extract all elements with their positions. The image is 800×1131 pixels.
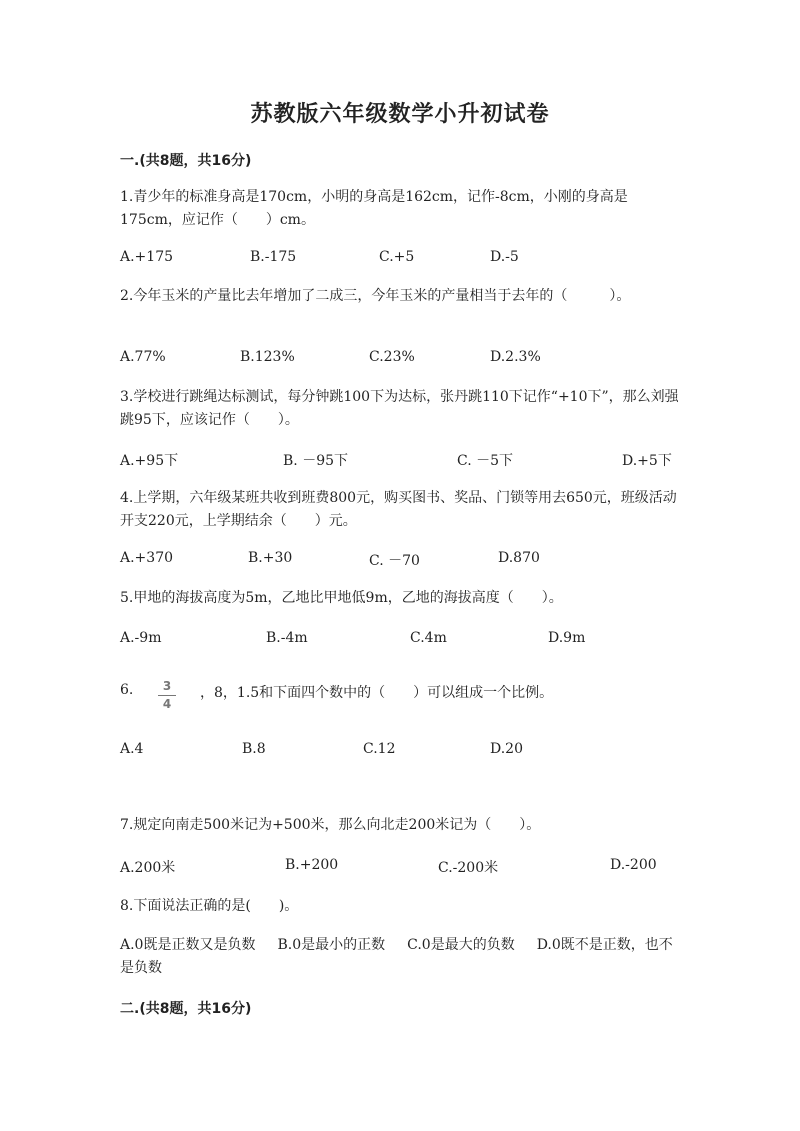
option-c: C.12 — [363, 741, 396, 757]
fraction-bar — [158, 695, 176, 696]
question-5: 5.甲地的海拔高度为5m，乙地比甲地低9m，乙地的海拔高度（ ）。 — [120, 590, 563, 606]
option-b: B.0是最小的正数 — [277, 937, 386, 953]
option-a: A.4 — [120, 741, 144, 757]
question-1: 1.青少年的标准身高是170cm，小明的身高是162cm，记作-8cm，小刚的身高是175cm，应记作（ ）cm。 — [120, 189, 628, 228]
option-d: D.0既不是正数，也不是负数 — [120, 937, 673, 976]
option-c: C. －5下 — [457, 453, 514, 469]
option-d: D.20 — [490, 741, 523, 757]
option-b: B.+30 — [248, 550, 293, 566]
question-1-options — [120, 249, 680, 271]
option-c: C.0是最大的负数 — [407, 937, 515, 953]
option-d: D.-5 — [490, 249, 519, 265]
fraction-numerator: 3 — [162, 679, 172, 693]
option-a: A.+370 — [120, 550, 174, 566]
option-a: A.-9m — [120, 630, 162, 646]
option-b: B.8 — [242, 741, 266, 757]
question-4-options — [120, 550, 680, 572]
option-c: C.+5 — [379, 249, 415, 265]
page-title: 苏教版六年级数学小升初试卷 — [250, 102, 550, 127]
option-c: C.-200米 — [438, 860, 499, 876]
option-c: C.4m — [410, 630, 447, 646]
option-a: A.0既是正数又是负数 — [120, 937, 256, 953]
option-b: B.+200 — [285, 857, 339, 873]
option-b: B.-175 — [250, 249, 297, 265]
question-8: 8.下面说法正确的是( )。 — [120, 898, 299, 914]
question-7: 7.规定向南走500米记为+500米，那么向北走200米记为（ ）。 — [120, 817, 541, 833]
question-6-options — [120, 741, 680, 763]
fraction-three-quarters — [158, 679, 176, 712]
option-b: B.123% — [240, 349, 295, 365]
option-d: D.+5下 — [622, 453, 672, 469]
question-3: 3.学校进行跳绳达标测试，每分钟跳100下为达标，张丹跳110下记作“+10下”，那么刘强跳95下，应该记作（ ）。 — [120, 389, 679, 428]
option-d: D.870 — [498, 550, 540, 566]
option-a: A.77% — [120, 349, 166, 365]
fraction-denominator: 4 — [162, 697, 172, 711]
question-5-options — [120, 630, 680, 652]
option-d: D.9m — [548, 630, 586, 646]
option-a: A.+175 — [120, 249, 174, 265]
option-d: D.2.3% — [490, 349, 541, 365]
question-6: ，8，1.5和下面四个数中的（ ）可以组成一个比例。 — [200, 685, 554, 701]
question-2-options — [120, 349, 680, 371]
option-a: A.200米 — [120, 860, 176, 876]
question-4: 4.上学期，六年级某班共收到班费800元，购买图书、奖品、门锁等用去650元，班级活动开支220元，上学期结余（ ）元。 — [120, 490, 677, 529]
question-8-options — [120, 934, 680, 980]
question-2: 2.今年玉米的产量比去年增加了二成三，今年玉米的产量相当于去年的（ ）。 — [120, 288, 631, 304]
section-heading-2: 二.(共8题，共16分) — [120, 1001, 252, 1017]
option-a: A.+95下 — [120, 453, 179, 469]
section-heading-1: 一.(共8题，共16分) — [120, 153, 252, 169]
question-7-options — [120, 857, 680, 879]
question-6-number: 6. — [120, 682, 134, 698]
option-b: B. －95下 — [283, 453, 349, 469]
option-c: C.23% — [369, 349, 415, 365]
option-d: D.-200 — [610, 857, 657, 873]
option-b: B.-4m — [266, 630, 308, 646]
question-3-options — [120, 450, 680, 472]
option-c: C. －70 — [369, 553, 420, 569]
